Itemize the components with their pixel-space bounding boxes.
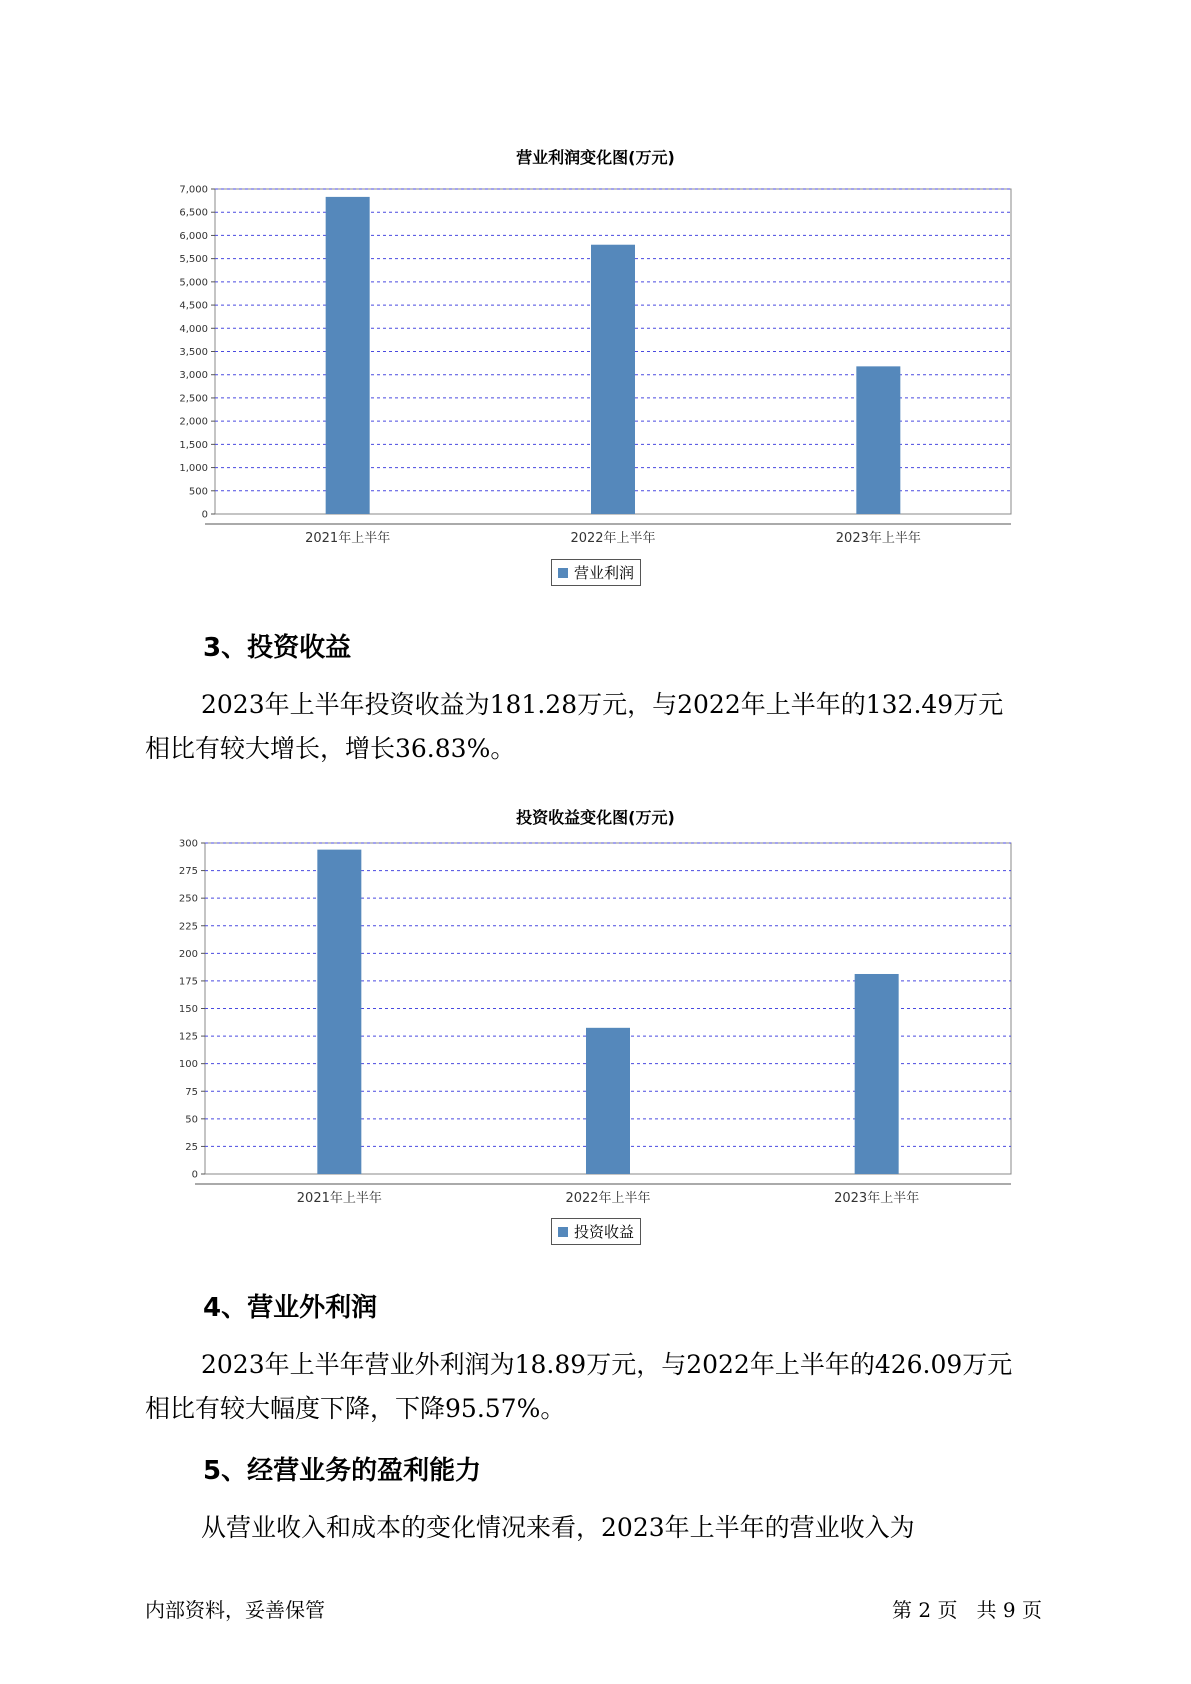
x-tick-label: 2023年上半年: [835, 531, 921, 546]
section5-line1: 从营业收入和成本的变化情况来看，2023年上半年的营业收入为: [201, 1513, 915, 1542]
y-tick-label: 75: [185, 1086, 198, 1098]
x-tick-label: 2021年上半年: [296, 1191, 382, 1206]
section4-heading: 4、营业外利润: [203, 1293, 378, 1323]
legend-swatch: [558, 1227, 568, 1237]
y-tick-label: 100: [178, 1059, 198, 1071]
y-tick-label: 200: [178, 948, 198, 960]
y-tick-label: 3,500: [179, 347, 208, 358]
y-tick-label: 300: [178, 838, 198, 850]
y-tick-label: 2,500: [179, 393, 208, 405]
y-tick-label: 50: [185, 1114, 198, 1126]
section4-line2: 相比有较大幅度下降，下降95.57%。: [145, 1394, 566, 1423]
x-tick-label: 2021年上半年: [305, 531, 391, 546]
y-tick-label: 3,000: [179, 370, 208, 382]
section5-paragraph: [145, 1506, 1045, 1550]
section3-heading: 3、投资收益: [203, 633, 352, 663]
y-tick-label: 5,500: [179, 254, 208, 266]
chart1-legend-label: 营业利润: [574, 564, 635, 582]
y-tick-label: 5,000: [179, 277, 208, 289]
y-tick-label: 4,000: [179, 323, 208, 335]
section4-line1: 2023年上半年营业外利润为18.89万元，与2022年上半年的426.09万元: [201, 1350, 1013, 1379]
y-tick-label: 225: [178, 921, 198, 933]
footer-page-number: 第 2 页 共 9 页: [892, 1598, 1042, 1622]
y-tick-label: 1,500: [179, 439, 208, 451]
section3-line2: 相比有较大增长，增长36.83%。: [145, 734, 516, 763]
x-tick-label: 2022年上半年: [570, 531, 656, 546]
x-tick-label: 2022年上半年: [565, 1191, 651, 1206]
y-tick-label: 6,000: [179, 230, 208, 242]
chart2-legend: [551, 1218, 641, 1245]
y-tick-label: 7,000: [179, 184, 208, 196]
bar-3: [855, 974, 899, 1174]
section4-paragraph: [145, 1343, 1045, 1431]
y-tick-label: 175: [178, 976, 198, 988]
y-tick-label: 25: [185, 1141, 198, 1153]
bar-2: [586, 1028, 630, 1174]
chart1-title: 营业利润变化图(万元): [516, 148, 675, 167]
y-tick-label: 250: [178, 893, 198, 905]
y-tick-label: 150: [178, 1004, 198, 1015]
y-tick-label: 500: [188, 486, 208, 498]
y-tick-label: 0: [191, 1169, 198, 1181]
y-tick-label: 6,500: [179, 207, 208, 219]
y-tick-label: 4,500: [179, 300, 208, 312]
bar-1: [317, 850, 361, 1174]
x-tick-label: 2023年上半年: [834, 1191, 920, 1206]
y-tick-label: 2,000: [179, 416, 208, 428]
chart2-legend-label: 投资收益: [574, 1223, 635, 1241]
chart2-title: 投资收益变化图(万元): [516, 808, 675, 827]
y-tick-label: 0: [201, 509, 208, 521]
footer-left: 内部资料，妥善保管: [145, 1598, 325, 1622]
y-tick-label: 1,000: [179, 463, 208, 475]
y-tick-label: 125: [178, 1031, 198, 1043]
section3-line1: 2023年上半年投资收益为181.28万元，与2022年上半年的132.49万元: [201, 690, 1004, 719]
y-tick-label: 275: [178, 866, 198, 878]
section5-heading: 5、经营业务的盈利能力: [203, 1456, 482, 1486]
